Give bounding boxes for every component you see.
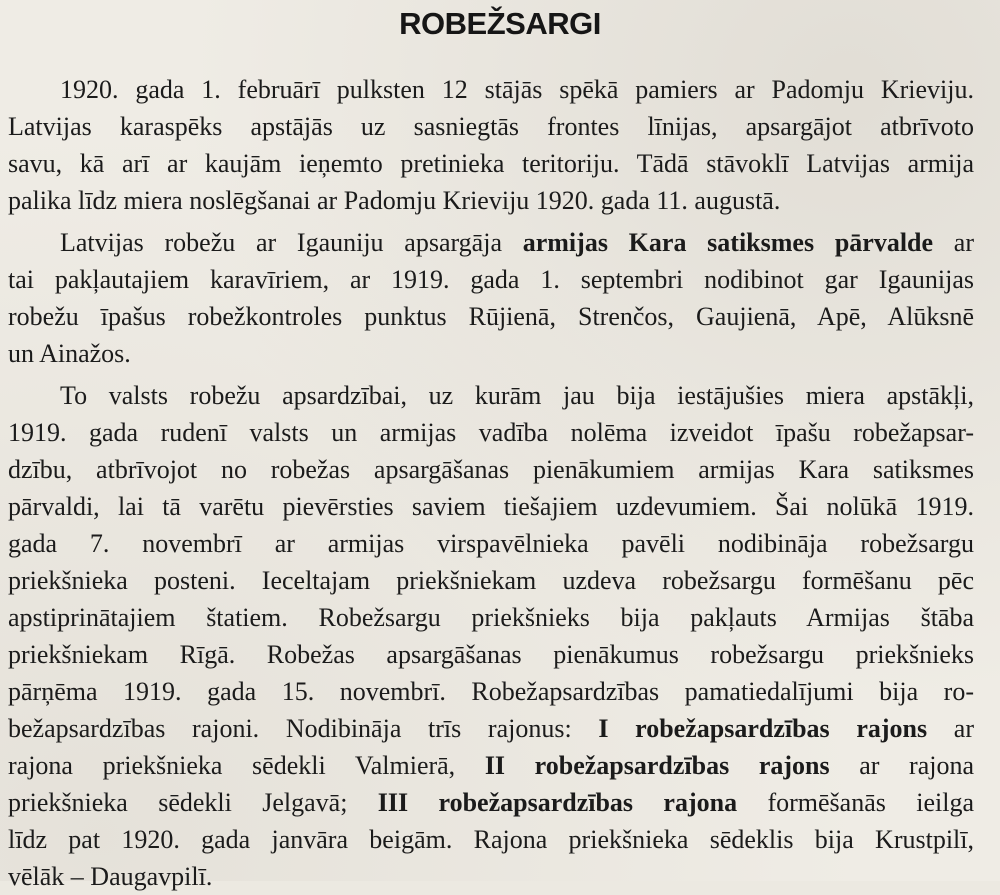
paragraph-3-line-2: 1919. gada rudenī valsts un armijas vadība nolēma izveidot īpašu robežapsar-: [8, 418, 974, 447]
text-run: bežapsardzības rajoni. Nodibināja trīs rajonus:: [8, 714, 599, 743]
text-run: priekšnieka sēdekli Jelgavā;: [8, 788, 378, 817]
paragraph-3-line-4: pārvaldi, lai tā varētu pievērsties saviem tiešajiem uzdevumiem. Šai nolūkā 1919.: [8, 492, 974, 521]
text-run: ar: [933, 228, 974, 257]
paragraph-3-line-11: [8, 748, 974, 784]
bold-term-kara-satiksmes: armijas Kara satiksmes pārvalde: [522, 228, 934, 257]
paragraph-1-line-1: 1920. gada 1. februārī pulksten 12 stājās spēkā pamiers ar Padomju Krieviju.: [60, 75, 974, 104]
paragraph-3-line-6: priekšnieka posteni. Ieceltajam priekšniekam uzdeva robežsargu formēšanu pēc: [8, 566, 974, 595]
paragraph-3-line-13: līdz pat 1920. gada janvāra beigām. Rajona priekšnieka sēdeklis bija Krustpilī,: [8, 825, 974, 854]
bold-term-rajons-3: III robežapsardzības rajona: [377, 788, 738, 817]
paragraph-2-line-3: robežu īpašus robežkontroles punktus Rūjienā, Strenčos, Gaujienā, Apē, Alūksnē: [8, 302, 974, 331]
text-run: formēšanās ieilga: [737, 788, 974, 817]
text-run: ar rajona: [829, 751, 974, 780]
page-title: ROBEŽSARGI: [399, 6, 601, 41]
text-run: ar: [927, 714, 974, 743]
paragraph-2-line-4: un Ainažos.: [8, 339, 131, 368]
bold-term-rajons-1: I robežapsardzības rajons: [598, 714, 928, 743]
text-run: rajona priekšnieka sēdekli Valmierā,: [8, 751, 485, 780]
paragraph-1-line-2: Latvijas karaspēks apstājās uz sasniegtās frontes līnijas, apsargājot atbrīvoto: [8, 112, 974, 141]
bold-term-rajons-2: II robežapsardzības rajons: [484, 751, 830, 780]
paragraph-1-line-3: savu, kā arī ar kaujām ieņemto pretinieka teritoriju. Tādā stāvoklī Latvijas armija: [8, 149, 974, 178]
paragraph-1-line-4: palika līdz miera noslēgšanai ar Padomju Krieviju 1920. gada 11. augustā.: [8, 186, 781, 215]
paragraph-3-line-9: pārņēma 1919. gada 15. novembrī. Robežapsardzības pamatiedalījumi bija ro-: [8, 677, 974, 706]
paragraph-3-line-14: vēlāk – Daugavpilī.: [8, 862, 213, 891]
paragraph-3-line-8: priekšniekam Rīgā. Robežas apsargāšanas pienākumus robežsargu priekšnieks: [8, 640, 974, 669]
text-run: Latvijas robežu ar Igauniju apsargāja: [60, 228, 523, 257]
paragraph-3-line-5: gada 7. novembrī ar armijas virspavēlnieka pavēli nodibināja robežsargu: [8, 529, 974, 558]
paragraph-3-line-7: apstiprinātajiem štatiem. Robežsargu priekšnieks bija pakļauts Armijas štāba: [8, 603, 974, 632]
paragraph-2-line-1: [8, 225, 974, 261]
paragraph-2-line-2: tai pakļautajiem karavīriem, ar 1919. gada 1. septembri nodibinot gar Igaunijas: [8, 265, 974, 294]
paragraph-3-line-12: [8, 785, 974, 821]
paragraph-3-line-1: To valsts robežu apsardzībai, uz kurām jau bija iestājušies miera apstākļi,: [60, 381, 974, 410]
paragraph-3-line-3: dzību, atbrīvojot no robežas apsargāšanas pienākumiem armijas Kara satiksmes: [8, 455, 974, 484]
paragraph-3-line-10: [8, 711, 974, 747]
